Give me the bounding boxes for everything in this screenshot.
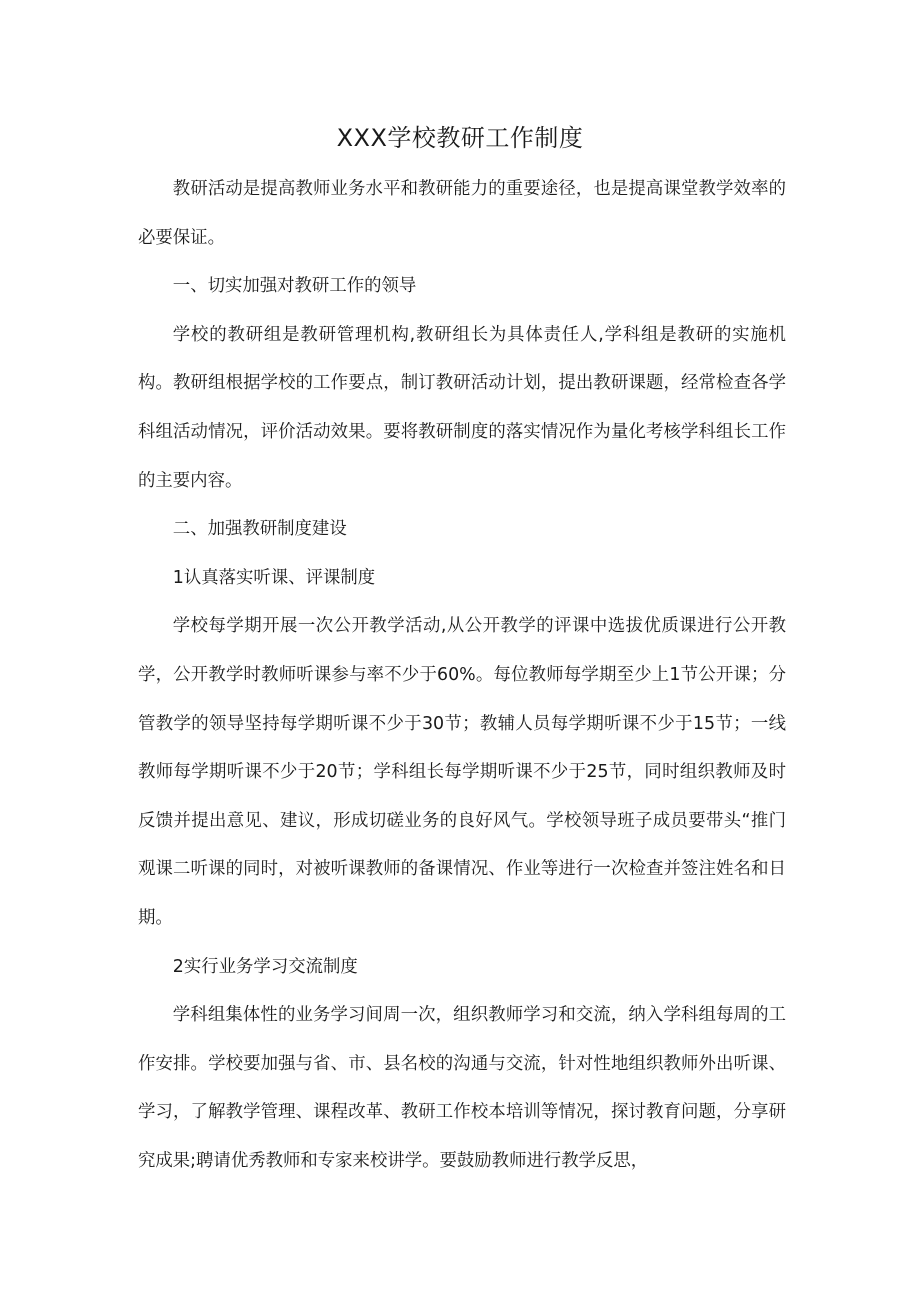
subsection-1-paragraph: 学校每学期开展一次公开教学活动,从公开教学的评课中选拔优质课进行公开教学，公开教学时教师听课参与率不少于60%。每位教师每学期至少上1节公开课；分管教学的领导坚持每学期听课不少于30节；教辅人员每学期听课不少于15节；一线教师每学期听课不少于20节；学科组长每学期听课不少于25节，同时组织教师及时反馈并提出意见、建议，形成切磋业务的良好风气。学校领导班子成员要带头“推门观课二听课的同时，对被听课教师的备课情况、作业等进行一次检查并签注姓名和日期。 — [138, 616, 786, 928]
section-heading-2: 二、加强教研制度建设 — [172, 519, 347, 540]
section-1-paragraph: 学校的教研组是教研管理机构,教研组长为具体责任人,学科组是教研的实施机构。教研组根据学校的工作要点，制订教研活动计划，提出教研课题，经常检查各学科组活动情况，评价活动效果。要将教研制度的落实情况作为量化考核学科组长工作的主要内容。 — [138, 324, 786, 491]
subsection-heading-1: 1认真落实听课、评课制度 — [172, 567, 376, 588]
document-title: XXX学校教研工作制度 — [336, 124, 584, 152]
subsection-2-paragraph: 学科组集体性的业务学习间周一次，组织教师学习和交流，纳入学科组每周的工作安排。学校要加强与省、市、县名校的沟通与交流，针对性地组织教师外出听课、学习，了解教学管理、课程改革、教研工作校本培训等情况，探讨教育问题，分享研究成果;聘请优秀教师和专家来校讲学。要鼓励教师进行教学反思， — [138, 1005, 786, 1171]
intro-paragraph: 教研活动是提高教师业务水平和教研能力的重要途径，也是提高课堂教学效率的必要保证。 — [138, 179, 786, 248]
document-body — [138, 165, 786, 1185]
subsection-heading-2: 2实行业务学习交流制度 — [172, 956, 358, 977]
section-heading-1: 一、切实加强对教研工作的领导 — [172, 276, 417, 297]
